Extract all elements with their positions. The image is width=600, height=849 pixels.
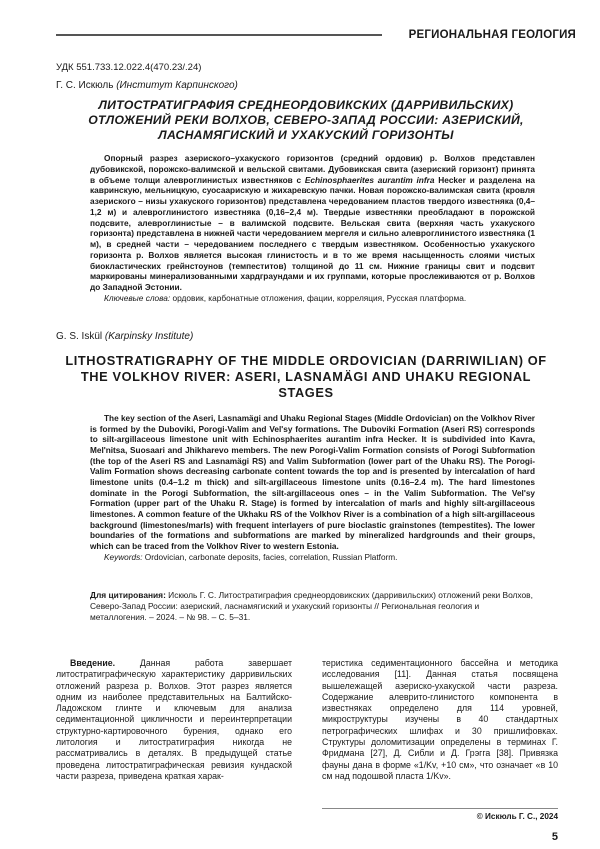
abstract-en — [90, 414, 535, 563]
abstract-ru-species: Echinosphaerites aurantim infra — [304, 174, 435, 185]
keywords-ru — [90, 293, 535, 304]
abstract-ru-text — [90, 153, 535, 293]
author-en — [56, 331, 193, 342]
keywords-en-label: Keywords: — [104, 552, 143, 562]
title-ru: ЛИТОСТРАТИГРАФИЯ СРЕДНЕОРДОВИКСКИХ (ДАРРИВИЛЬСКИХ) ОТЛОЖЕНИЙ РЕКИ ВОЛХОВ, СЕВЕРО-ЗАПАД РОССИИ: АЗЕРИСКИЙ, ЛАСНАМЯГИСКИЙ И УХАКУСКИЙ ГОРИЗОНТЫ — [88, 98, 524, 142]
intro-text: Данная работа завершает литостратиграфическую характеристику дарривильских отложений разреза р. Волхов. Этот разрез является одним из наиболее представительных на Балтийско-Ладожском глинте и ключевым для анализа седиментационной цикличности и переинтерпретации структурно-картировочного бурения, однако его литология и литостратиграфия никогда не рассматривались в деталях. В предыдущей статье проведена литостратиграфическая ревизия кундаской части разреза, приведена краткая харак- — [56, 658, 292, 781]
abstract-ru-part-1: Опорный разрез азериского–ухакуского горизонтов (средний ордовик) р. Волхов представлен дубовикской, порожско-валимской и вельской свитами. Дубовикская свита (азериский горизонт) принята в объеме толщи алевроглинистых известняков с — [90, 153, 535, 185]
header-rule — [56, 34, 382, 36]
citation-text: Искюль Г. С. Литостратиграфия среднеордовикских (дарривильских) отложений реки Волхов, Северо-Запад России: азериский, ласнамягиский и ухакуский горизонты // Региональная геология и металлогения. – 2024. – № 98. – С. 5–31. — [90, 590, 533, 622]
citation — [90, 590, 535, 622]
intro-paragraph — [56, 658, 292, 782]
section-title: РЕГИОНАЛЬНАЯ ГЕОЛОГИЯ — [382, 26, 578, 44]
keywords-ru-list: ордовик, карбонатные отложения, фации, корреляция, Русская платформа. — [170, 292, 467, 303]
intro-label: Введение. — [70, 658, 116, 668]
udc-code: УДК 551.733.12.022.4(470.23/.24) — [56, 62, 202, 73]
citation-label: Для цитирования: — [90, 590, 166, 600]
page-number: 5 — [551, 831, 558, 843]
abstract-ru — [90, 153, 535, 304]
title-en: LITHOSTRATIGRAPHY OF THE MIDDLE ORDOVICIAN (DARRIWILIAN) OF THE VOLKHOV RIVER: ASERI, LASNAMÄGI AND UHAKU REGIONAL STAGES — [65, 353, 547, 400]
author-en-name: G. S. Iskül — [56, 331, 103, 342]
body-paragraph-continued: теристика седиментационного бассейна и методика исследования [11]. Данная статья посвящена вышележащей азериско-ухакуской части разреза. Содержание алеврито-глинистого компонента в известняках определено для 114 уровней, микроструктуры изучены в 40 стандартных петрографических шлифах и 30 пришлифовках. Структуры доломитизации определены в терминах Г. Фридмана [27], Д. Сибли и Д. Грэгга [38]. Привязка фауны дана в форме «1/Kv, +10 см», что означает «в 10 см над подошвой пласта 1/Kv». — [322, 658, 558, 781]
keywords-ru-label: Ключевые слова: — [104, 292, 171, 303]
author-ru — [56, 80, 238, 91]
running-header — [0, 24, 600, 44]
abstract-ru-part-2: Hecker и разделена на кавринскую, мельницкую, суосаарискую и жихаревскую пачки. Новая порожско-валимская свита (кровля азериского – низы ухакуского горизонтов) представлена чередованием пластов твердого известняка (0,4–1,2 м) и алевроглинистого известняка (0,16–2,4 м). Твердые известняки преобладают в порожской подсвите, алевроглинистые – в валимской подсвите. Вельская свита (верхняя часть ухакуского горизонта) представлена в нижней части чередованием мергеля и сильно алевроглинистого известняка (1 м), в средней части – чередованием последнего с твердым известняком. Особенностью ухакуского горизонта р. Волхов является высокая глинистость и в то же время насыщенность слоями чистых биокластических грейнстоунов (темпеститов) толщиной до 11 см. Нижние границы свит и подсвит маркированы минерализованными хардграундами и их группами, которые прослеживаются от р. Волхов до Западной Эстонии. — [90, 174, 535, 292]
copyright: © Искюль Г. С., 2024 — [476, 812, 558, 821]
abstract-en-text: The key section of the Aseri, Lasnamägi and Uhaku Regional Stages (Middle Ordovician) on the Volkhov River is formed by the Duboviki, Porogi-Valim and Vel'sy formations. The Duboviki Formation (Aseri RS) corresponds to silt-argillaceous limestone unit with Echinosphaerites aurantim infra Hecker. It is subdivided into Kavra, Mel'nitsa, Suosaari and Jhikharevo members. The new Porogi-Valim Formation consists of Porogi Subformation (the top of the Aseri RS and Lasnamägi RS) and Valim Subformation (lower part of the Uhaku RS). The Porogi-Valim Formation shows decreasing carbonate content towards the top and is presented by intercalation of hard limestone units (0.4–1.2 m thick) and silt-argillaceous limestone units (0.16–2.4 m). The hard limestones dominate in the Porogi Subformation, the silt-argillaceous ones – in the Valim Subformation. The Vel'sy Formation (upper part of the Uhaku R. Stage) is formed by intercalation of marls and highly silt-argillaceous limestones. A common feature of the Ukhaku RS of the Volkhov River is a combination of a high silt-argillaceous background (limestones/marls) with frequent interlayers of pure bioclastic grainstones (tempestites). The lower boundaries of the formations and subformations are marked by mineralized hardgrounds and their groups, which can be traced from the Volkhov River to western Estonia. — [90, 414, 535, 551]
keywords-en — [90, 553, 535, 564]
author-ru-name: Г. С. Искюль — [56, 80, 114, 91]
keywords-en-list: Ordovician, carbonate deposits, facies, correlation, Russian Platform. — [142, 552, 398, 562]
body-column-right — [322, 658, 558, 782]
footer-rule — [322, 808, 558, 809]
body-column-left — [56, 658, 292, 782]
author-ru-affiliation: (Институт Карпинского) — [116, 80, 238, 91]
author-en-affiliation: (Karpinsky Institute) — [104, 331, 194, 342]
